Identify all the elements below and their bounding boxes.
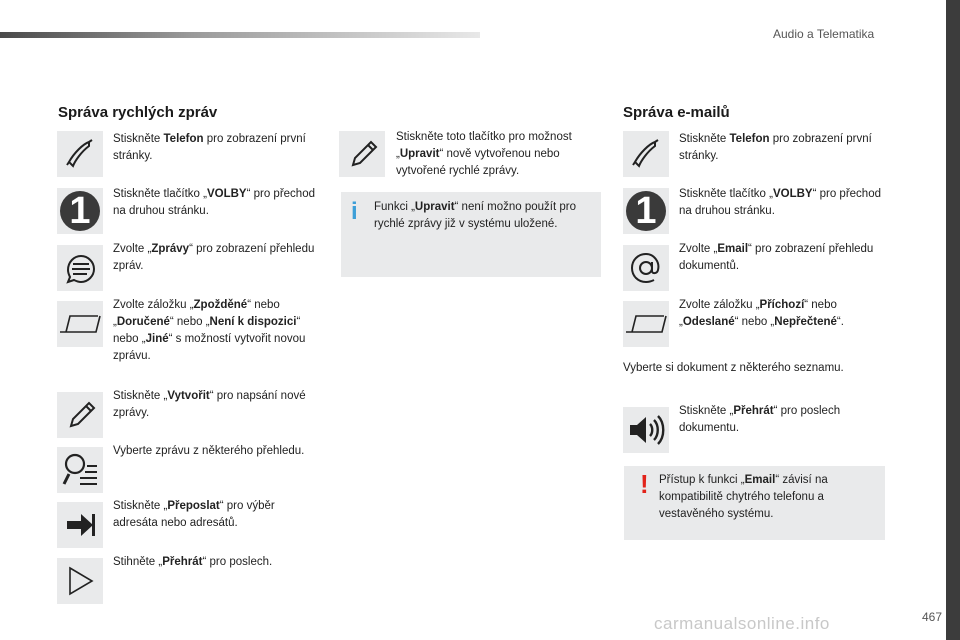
tabs-icon bbox=[57, 301, 103, 347]
step-text: Zvolte záložku „Zpožděné“ nebo „Doručené“ nebo „Není k dispozici“ nebo „Jiné“ s možností vytvořit novou zprávu. bbox=[113, 299, 306, 362]
page-edge-strip bbox=[946, 0, 960, 640]
emphasis-label: Příchozí bbox=[759, 299, 805, 311]
phone-icon bbox=[623, 131, 669, 177]
edit-step-text: Stiskněte toto tlačítko pro možnost „Upravit“ nově vytvořenou nebo vytvořené rychlé zprávy. bbox=[396, 131, 572, 177]
forward-icon bbox=[57, 502, 103, 548]
emphasis-label: Není k dispozici bbox=[209, 316, 297, 328]
emphasis-label: Odeslané bbox=[682, 316, 735, 328]
emphasis-label: Přehrát bbox=[733, 405, 774, 417]
step-text: Vyberte zprávu z některého přehledu. bbox=[113, 445, 305, 457]
emphasis-label: Doručené bbox=[116, 316, 170, 328]
emphasis-label: VOLBY bbox=[772, 188, 813, 200]
emphasis-label: Jiné bbox=[145, 333, 169, 345]
page-number: 467 bbox=[921, 610, 942, 624]
emphasis-label: Nepřečtené bbox=[774, 316, 837, 328]
warning-icon: ! bbox=[640, 469, 649, 499]
pencil-icon bbox=[57, 392, 103, 438]
speaker-icon bbox=[623, 407, 669, 453]
emphasis-label: Telefon bbox=[729, 133, 770, 145]
warning-text: Přístup k funkci „Email“ závisí na kompatibilitě chytrého telefonu a vestavěného systému. bbox=[659, 474, 828, 520]
step-text: Stiskněte tlačítko „VOLBY“ pro přechod na druhou stránku. bbox=[679, 188, 881, 217]
pencil-icon bbox=[339, 131, 385, 177]
emphasis-label: Email bbox=[717, 243, 749, 255]
info-icon: i bbox=[351, 198, 358, 225]
step-text: Stiskněte Telefon pro zobrazení první stránky. bbox=[679, 133, 872, 162]
header-bar bbox=[0, 32, 480, 38]
emphasis-label: Přehrát bbox=[162, 556, 203, 568]
step-text: Zvolte „Email“ pro zobrazení přehledu dokumentů. bbox=[679, 243, 874, 272]
emphasis-label: Zpožděné bbox=[193, 299, 248, 311]
step-text: Zvolte „Zprávy“ pro zobrazení přehledu zpráv. bbox=[113, 243, 315, 272]
step-text: Stiskněte Telefon pro zobrazení první stránky. bbox=[113, 133, 306, 162]
emphasis-label: VOLBY bbox=[206, 188, 247, 200]
play-step-text: Stiskněte „Přehrát“ pro poslech dokumentu. bbox=[679, 405, 841, 434]
step-text: Stihněte „Přehrát“ pro poslech. bbox=[113, 556, 273, 568]
emphasis-label: Upravit bbox=[414, 201, 455, 213]
step-text: Stiskněte „Vytvořit“ pro napsání nové zprávy. bbox=[113, 390, 306, 419]
step-text: Zvolte záložku „Příchozí“ nebo „Odeslané“ nebo „Nepřečtené“. bbox=[679, 299, 844, 328]
select-message-icon bbox=[57, 447, 103, 493]
tabs-icon bbox=[623, 301, 669, 347]
step-text: Stiskněte „Přeposlat“ pro výběr adresáta nebo adresátů. bbox=[113, 500, 275, 529]
emphasis-label: Telefon bbox=[163, 133, 204, 145]
messages-icon bbox=[57, 245, 103, 291]
right-section-title: Správa e-mailů bbox=[623, 104, 730, 121]
step-text: Stiskněte tlačítko „VOLBY“ pro přechod na druhou stránku. bbox=[113, 188, 315, 217]
info-text: Funkci „Upravit“ není možno použít pro rychlé zprávy již v systému uložené. bbox=[374, 201, 576, 230]
number-one-icon: 1 bbox=[623, 188, 669, 234]
number-one-icon: 1 bbox=[57, 188, 103, 234]
select-document-text: Vyberte si dokument z některého seznamu. bbox=[623, 362, 844, 374]
emphasis-label: Zprávy bbox=[151, 243, 190, 255]
header-section-title: Audio a Telematika bbox=[773, 27, 875, 41]
phone-icon bbox=[57, 131, 103, 177]
play-icon bbox=[57, 558, 103, 604]
at-sign-icon bbox=[623, 245, 669, 291]
left-section-title: Správa rychlých zpráv bbox=[58, 104, 218, 121]
emphasis-label: Upravit bbox=[399, 148, 440, 160]
watermark: carmanualsonline.info bbox=[654, 614, 830, 633]
emphasis-label: Přeposlat bbox=[167, 500, 220, 512]
emphasis-label: Email bbox=[744, 474, 776, 486]
emphasis-label: Vytvořit bbox=[167, 390, 210, 402]
